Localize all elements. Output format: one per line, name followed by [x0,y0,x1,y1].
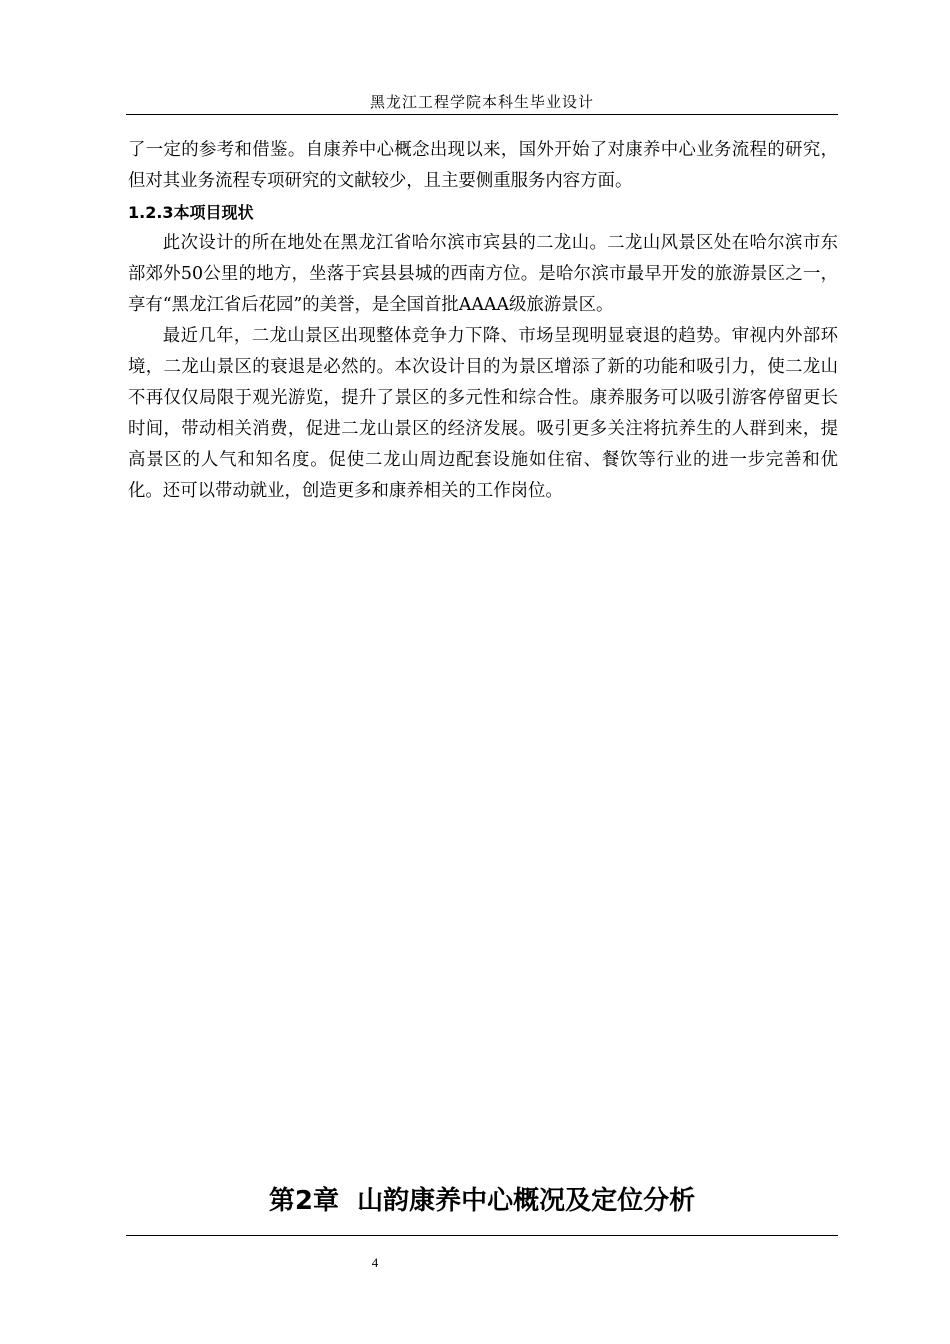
section-heading: 1.2.3本项目现状 [128,203,254,222]
page-number: 4 [371,1255,379,1270]
paragraph-current-situation: 最近几年，二龙山景区出现整体竞争力下降、市场呈现明显衰退的趋势。审视内外部环境，二龙山景区的衰退是必然的。本次设计目的为景区增添了新的功能和吸引力，使二龙山不再仅仅局限于观光游览，提升了景区的多元性和综合性。康养服务可以吸引游客停留更长时间，带动相关消费，促进二龙山景区的经济发展。吸引更多关注将抗养生的人群到来，提高景区的人气和知名度。促使二龙山周边配套设施如住宿、餐饮等行业的进一步完善和优化。还可以带动就业，创造更多和康养相关的工作岗位。 [128,326,838,501]
header-divider [126,114,838,115]
paragraph-location: 此次设计的所在地处在黑龙江省哈尔滨市宾县的二龙山。二龙山风景区处在哈尔滨市东部郊外50公里的地方，坐落于宾县县城的西南方位。是哈尔滨市最早开发的旅游景区之一，享有“黑龙江省后花园”的美誉，是全国首批AAAA级旅游景区。 [128,233,838,315]
header-title: 黑龙江工程学院本科生毕业设计 [369,93,594,111]
document-body [128,135,838,507]
continued-paragraph: 了一定的参考和借鉴。自康养中心概念出现以来，国外开始了对康养中心业务流程的研究，但对其业务流程专项研究的文献较少，且主要侧重服务内容方面。 [128,140,838,191]
footer-divider [126,1235,838,1236]
chapter-heading: 第2章 山韵康养中心概况及定位分析 [268,1186,696,1216]
